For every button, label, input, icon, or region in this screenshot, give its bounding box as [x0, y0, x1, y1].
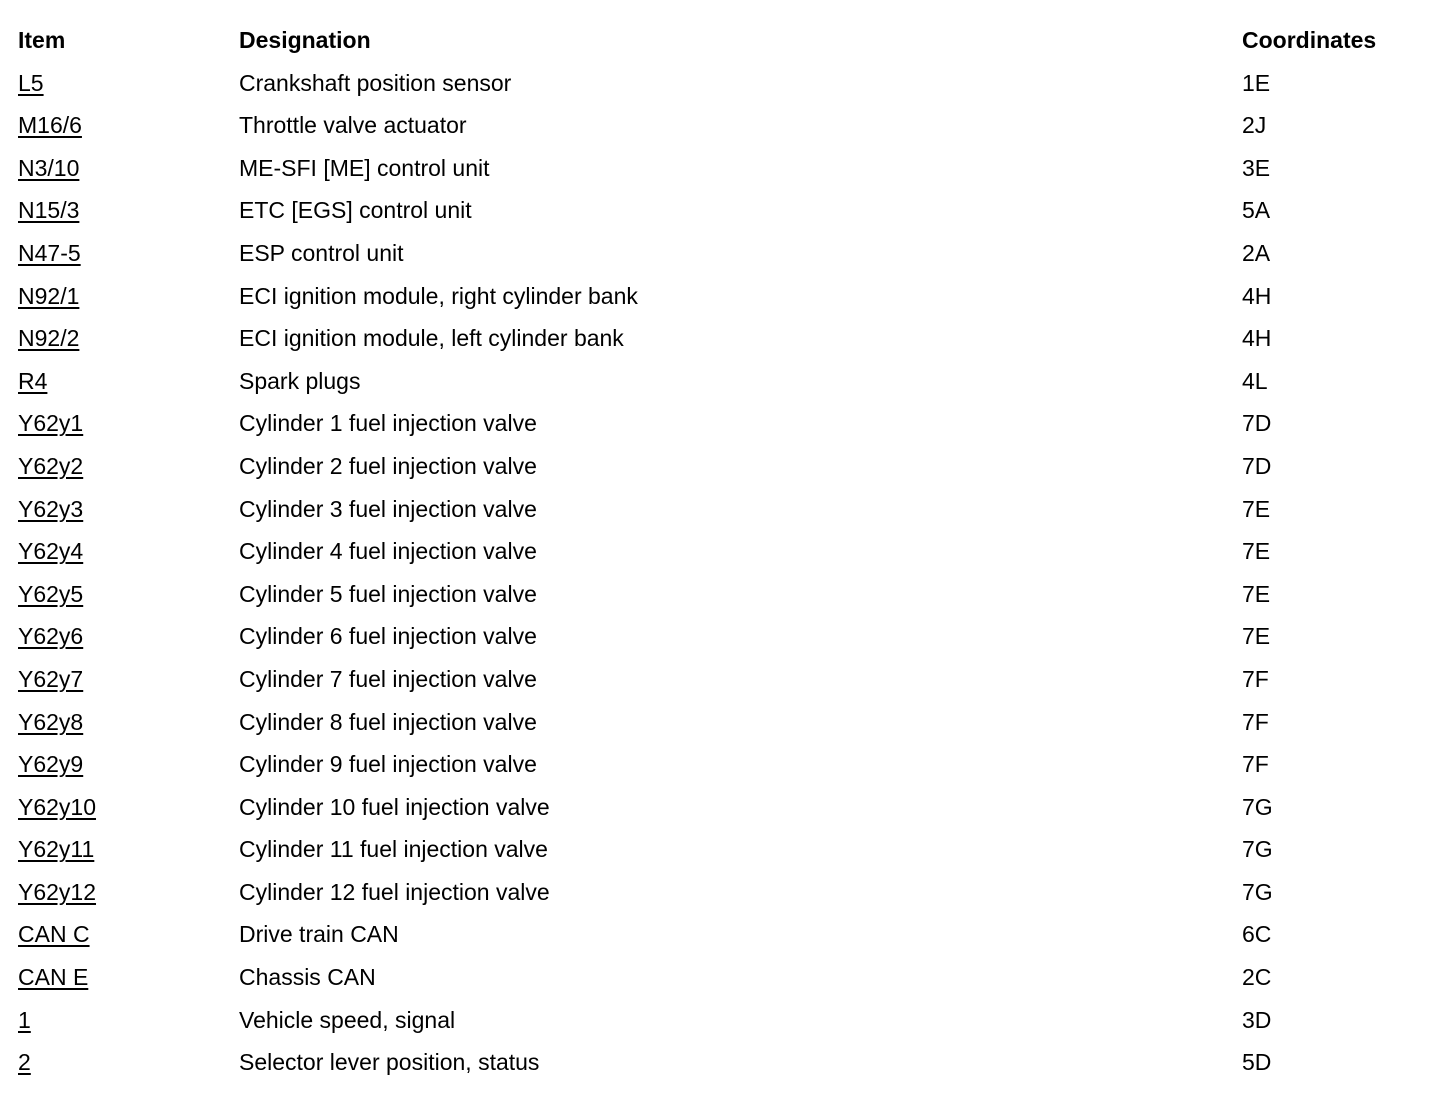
item-link[interactable]: Y62y1	[18, 410, 84, 437]
header-designation: Designation	[239, 27, 371, 53]
item-link[interactable]: Y62y11	[18, 836, 95, 863]
table-row	[18, 913, 1428, 956]
item-link[interactable]: Y62y8	[18, 708, 84, 735]
item-link[interactable]: N92/1	[18, 282, 80, 309]
item-link[interactable]: 1	[18, 1006, 31, 1033]
designation-text: Chassis CAN	[239, 964, 376, 991]
designation-text: Selector lever position, status	[239, 1049, 540, 1076]
designation-text: Cylinder 4 fuel injection valve	[239, 538, 537, 565]
coordinates-text: 5A	[1242, 197, 1271, 224]
designation-text: Crankshaft position sensor	[239, 69, 512, 96]
table-row	[18, 871, 1428, 914]
item-link[interactable]: M16/6	[18, 112, 82, 139]
table-header-row	[18, 19, 1428, 62]
designation-text: Cylinder 7 fuel injection valve	[239, 665, 537, 692]
table-row	[18, 828, 1428, 871]
component-legend-table	[18, 19, 1428, 1084]
designation-text: Cylinder 9 fuel injection valve	[239, 751, 537, 778]
coordinates-text: 2A	[1242, 239, 1271, 266]
designation-text: ECI ignition module, right cylinder bank	[239, 282, 638, 309]
table-row	[18, 275, 1428, 318]
header-coordinates: Coordinates	[1242, 27, 1377, 53]
item-link[interactable]: Y62y4	[18, 538, 84, 565]
item-link[interactable]: Y62y12	[18, 878, 97, 905]
table-row	[18, 615, 1428, 658]
designation-text: ESP control unit	[239, 239, 404, 266]
table-row	[18, 956, 1428, 999]
table-row	[18, 999, 1428, 1042]
table-row	[18, 530, 1428, 573]
item-link[interactable]: Y62y3	[18, 495, 84, 522]
coordinates-text: 7G	[1242, 878, 1273, 905]
coordinates-text: 7D	[1242, 452, 1272, 479]
item-link[interactable]: CAN E	[18, 964, 89, 991]
item-link[interactable]: N92/2	[18, 325, 80, 352]
designation-text: Vehicle speed, signal	[239, 1006, 456, 1033]
designation-text: ME-SFI [ME] control unit	[239, 154, 490, 181]
table-row	[18, 1041, 1428, 1084]
table-row	[18, 786, 1428, 829]
table-body	[18, 62, 1428, 1084]
designation-text: Cylinder 11 fuel injection valve	[239, 836, 548, 863]
item-link[interactable]: Y62y2	[18, 452, 84, 479]
coordinates-text: 3E	[1242, 154, 1271, 181]
coordinates-text: 7D	[1242, 410, 1272, 437]
designation-text: Cylinder 6 fuel injection valve	[239, 623, 537, 650]
coordinates-text: 3D	[1242, 1006, 1272, 1033]
coordinates-text: 2J	[1242, 112, 1267, 139]
coordinates-text: 7E	[1242, 495, 1271, 522]
coordinates-text: 4H	[1242, 282, 1272, 309]
table-row	[18, 701, 1428, 744]
designation-text: Cylinder 3 fuel injection valve	[239, 495, 537, 522]
table-row	[18, 573, 1428, 616]
item-link[interactable]: Y62y10	[18, 793, 97, 820]
coordinates-text: 7E	[1242, 538, 1271, 565]
table-row	[18, 104, 1428, 147]
item-link[interactable]: R4	[18, 367, 48, 394]
table-row	[18, 488, 1428, 531]
table-row	[18, 743, 1428, 786]
coordinates-text: 1E	[1242, 69, 1271, 96]
designation-text: Drive train CAN	[239, 921, 399, 948]
table-row	[18, 402, 1428, 445]
item-link[interactable]: N3/10	[18, 154, 80, 181]
designation-text: ETC [EGS] control unit	[239, 197, 472, 224]
coordinates-text: 7G	[1242, 793, 1273, 820]
table-row	[18, 147, 1428, 190]
item-link[interactable]: Y62y9	[18, 751, 84, 778]
designation-text: Spark plugs	[239, 367, 361, 394]
item-link[interactable]: 2	[18, 1049, 31, 1076]
coordinates-text: 7F	[1242, 751, 1269, 778]
coordinates-text: 7E	[1242, 623, 1271, 650]
table-row	[18, 232, 1428, 275]
table-row	[18, 62, 1428, 105]
coordinates-text: 2C	[1242, 964, 1272, 991]
coordinates-text: 7F	[1242, 665, 1269, 692]
coordinates-text: 4H	[1242, 325, 1272, 352]
item-link[interactable]: N15/3	[18, 197, 80, 224]
coordinates-text: 5D	[1242, 1049, 1272, 1076]
table-row	[18, 445, 1428, 488]
designation-text: Throttle valve actuator	[239, 112, 467, 139]
table-row	[18, 189, 1428, 232]
item-link[interactable]: N47-5	[18, 239, 81, 266]
designation-text: Cylinder 12 fuel injection valve	[239, 878, 550, 905]
header-item: Item	[18, 27, 66, 53]
designation-text: Cylinder 10 fuel injection valve	[239, 793, 550, 820]
coordinates-text: 4L	[1242, 367, 1268, 394]
table-row	[18, 658, 1428, 701]
table-row	[18, 360, 1428, 403]
coordinates-text: 7F	[1242, 708, 1269, 735]
designation-text: Cylinder 1 fuel injection valve	[239, 410, 537, 437]
table-row	[18, 317, 1428, 360]
item-link[interactable]: Y62y6	[18, 623, 84, 650]
designation-text: ECI ignition module, left cylinder bank	[239, 325, 624, 352]
item-link[interactable]: Y62y5	[18, 580, 84, 607]
coordinates-text: 7G	[1242, 836, 1273, 863]
coordinates-text: 6C	[1242, 921, 1272, 948]
item-link[interactable]: Y62y7	[18, 665, 84, 692]
designation-text: Cylinder 2 fuel injection valve	[239, 452, 537, 479]
item-link[interactable]: L5	[18, 69, 44, 96]
item-link[interactable]: CAN C	[18, 921, 90, 948]
designation-text: Cylinder 8 fuel injection valve	[239, 708, 537, 735]
coordinates-text: 7E	[1242, 580, 1271, 607]
designation-text: Cylinder 5 fuel injection valve	[239, 580, 537, 607]
